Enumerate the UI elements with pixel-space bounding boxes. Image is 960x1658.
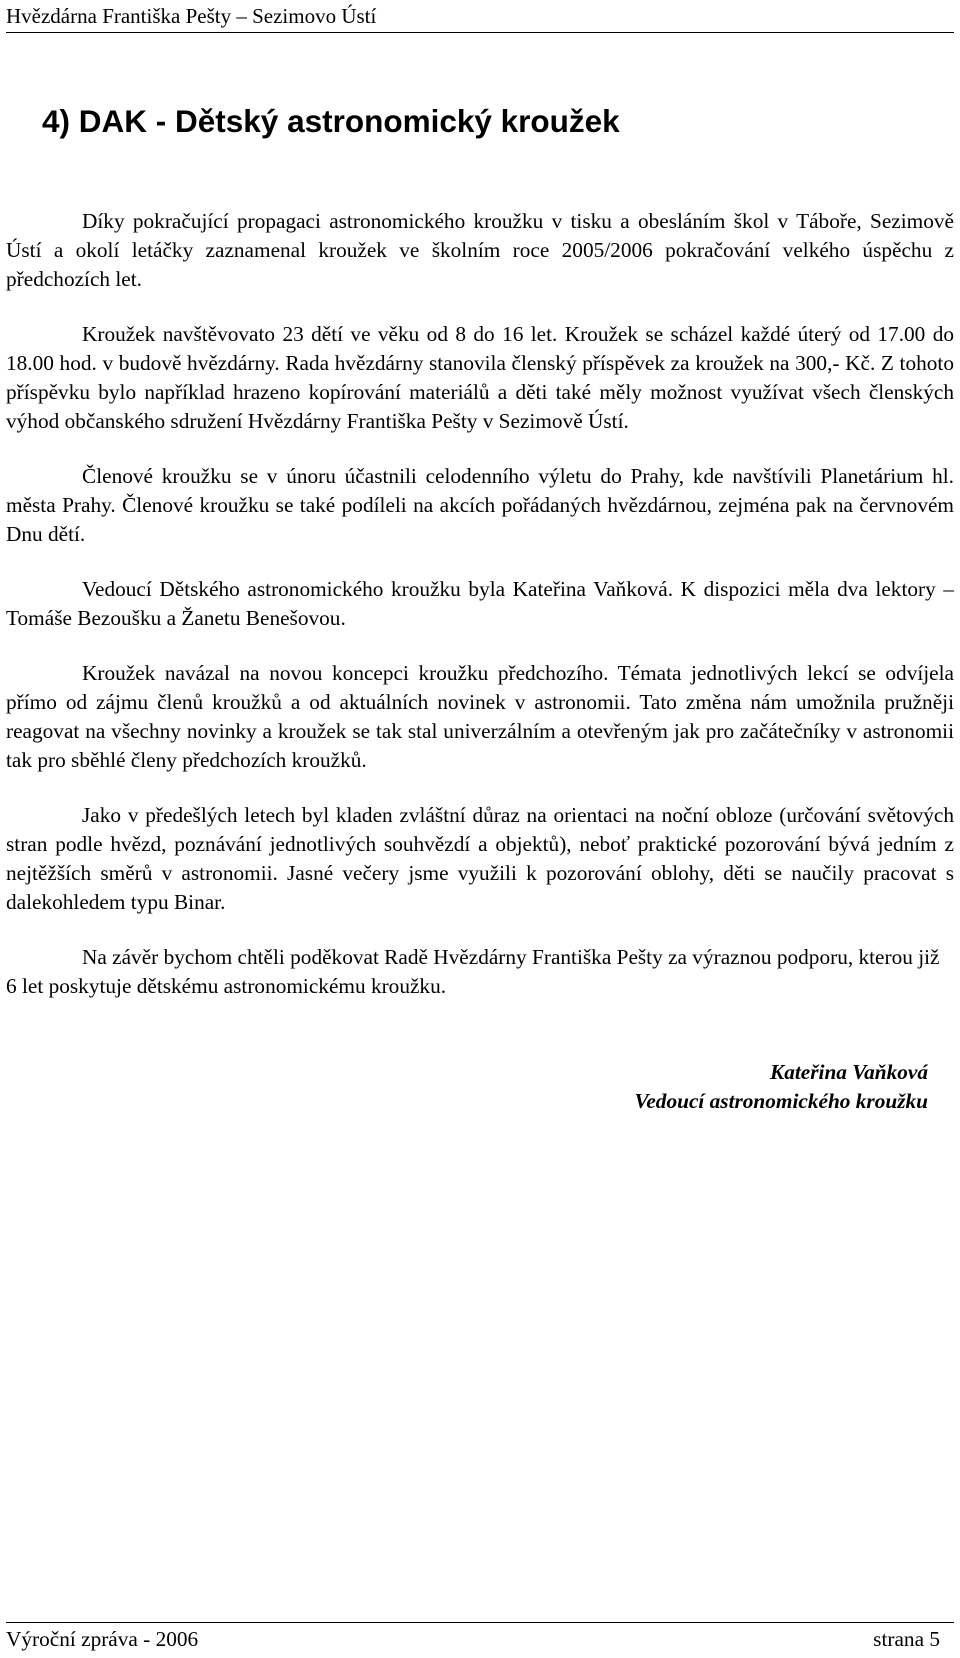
paragraph-concept: Kroužek navázal na novou koncepci kroužku předchozího. Témata jednotlivých lekcí se odvíjela přímo od zájmu členů kroužků a od aktuálních novinek v astronomii. Tato změna nám umožnila pružněji reagovat na všechny novinky a kroužek se tak stal univerzálním a otevřeným jak pro začátečníky v astronomii tak pro sběhlé členy předchozích kroužků. (6, 661, 954, 772)
header-divider (6, 32, 954, 33)
body-text (6, 207, 954, 1027)
footer-report-title: Výroční zpráva - 2006 (6, 1627, 199, 1651)
paragraph-observing: Jako v předešlých letech byl kladen zvláštní důraz na orientaci na noční obloze (určování světových stran podle hvězd, poznávání jednotlivých souhvězdí a objektů), neboť praktické pozorování bývá jedním z nejtěžších směrů v astronomii. Jasné večery jsme využili k pozorování oblohy, děti se naučily pracovat s dalekohledem typu Binar. (6, 803, 954, 914)
page-number: strana 5 (873, 1627, 940, 1651)
signature-role: Vedoucí astronomického kroužku (634, 1089, 928, 1113)
paragraph-attendance: Kroužek navštěvovato 23 dětí ve věku od 8 do 16 let. Kroužek se scházel každé úterý od 17.00 do 18.00 hod. v budově hvězdárny. Rada hvězdárny stanovila členský příspěvek za kroužek na 300,- Kč. Z tohoto příspěvku bylo například hrazeno kopírování materiálů a děti také měly možnost využívat všech členských výhod občanského sdružení Hvězdárny Františka Pešty v Sezimově Ústí. (6, 322, 954, 433)
running-header: Hvězdárna Františka Pešty – Sezimovo Ústí (6, 4, 377, 28)
paragraph-thanks: Na závěr bychom chtěli poděkovat Radě Hvězdárny Františka Pešty za výraznou podporu, kterou již 6 let poskytuje dětskému astronomickému kroužku. (6, 945, 940, 998)
paragraph-leadership: Vedoucí Dětského astronomického kroužku byla Kateřina Vaňková. K dispozici měla dva lektory – Tomáše Bezoušku a Žanetu Benešovou. (6, 577, 954, 630)
footer-divider (6, 1622, 954, 1623)
signature-name: Kateřina Vaňková (770, 1060, 928, 1084)
section-title: 4) DAK - Dětský astronomický kroužek (42, 103, 620, 139)
paragraph-trip: Členové kroužku se v únoru účastnili celodenního výletu do Prahy, kde navštívili Planetárium hl. města Prahy. Členové kroužku se také podíleli na akcích pořádaných hvězdárnou, zejména pak na červnovém Dnu dětí. (6, 464, 954, 546)
signature-block (635, 1058, 928, 1116)
paragraph-propagation: Díky pokračující propagaci astronomického kroužku v tisku a obesláním škol v Táboře, Sezimově Ústí a okolí letáčky zaznamenal kroužek ve školním roce 2005/2006 pokračování velkého úspěchu z předchozích let. (6, 209, 954, 291)
